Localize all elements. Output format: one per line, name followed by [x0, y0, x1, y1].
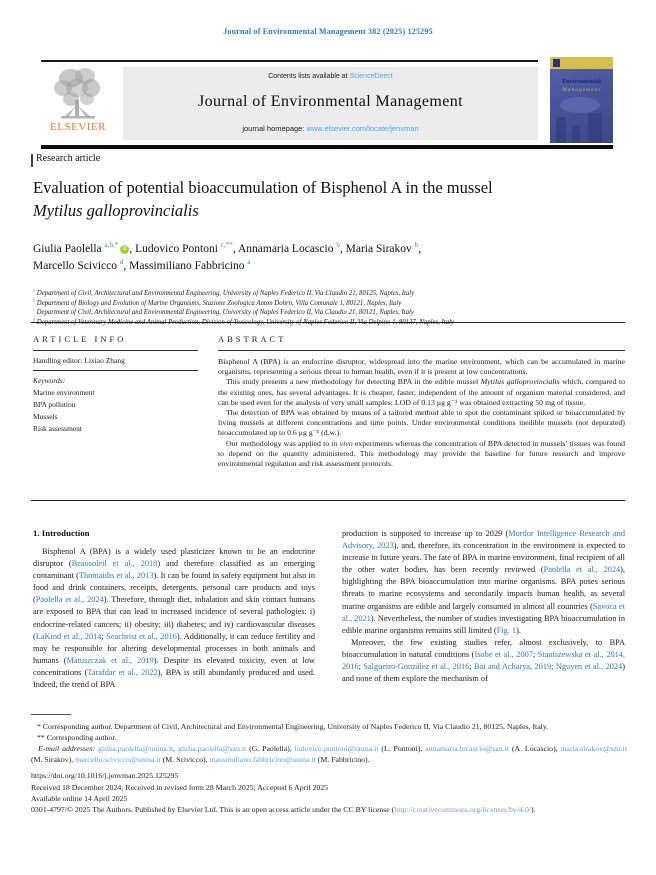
contents-line — [268, 73, 393, 80]
abstract-paragraph: Our methodology was applied to in vivo experiments whereas the concentration of BPA detected in mussels’ tissues was found to depend on the quantity administered. This methodology may provide the baseline for future research and improve environmental regulation and risk assessment protocols. — [218, 438, 625, 469]
footnote-rule — [31, 714, 71, 715]
elsevier-logo[interactable] — [38, 66, 118, 144]
keywords-label: Keywords: — [33, 376, 66, 385]
citation-link[interactable]: Paolella et al., 2024 — [543, 565, 621, 575]
intro-paragraph: production is supposed to increase up to 2029 (Mordor Intelligence Research and Advisory, 2023), and, therefore, its concentration in the environment is expected to increase in future years. The fate of BPA in marine environment, final recipient of all the other water bodies, has been recently reviewed (Paolella et al., 2024), highlighting the BPA bioaccumulation into marine organisms. BPA poses serious threats to marine ecosystems and secondarily impacts human health, as several marine organisms are edible and largely consumed in almost all countries (Savoca et al., 2021). Nevertheless, the number of studies investigating BPA bioaccumulation in edible marine organisms remains still limited (Fig. 1). — [342, 529, 625, 635]
citation-link[interactable]: Seachrist et al., 2016 — [106, 631, 177, 641]
cover-publisher-mark-icon — [553, 59, 560, 67]
journal-title: Journal of Environmental Management — [197, 93, 464, 110]
article-info-rule — [33, 370, 198, 371]
cover-title-line1: Environmental — [562, 79, 601, 85]
citation-link[interactable]: Isobe et al., 2007 — [474, 649, 533, 659]
abstract-paragraph: This study presents a new methodology for detecting BPA in the edible mussel Mytilus galloprovincialis which, compared to the existing ones, has several advantages. It is cheaper, faster, independent of the amount of organism material considered, and can be used even for the analysis of very small samples: LOD of 0.13 μg g⁻¹ was obtained extracting 50 mg of tissue. — [218, 377, 626, 407]
intro-right-column — [342, 528, 625, 685]
affiliation-a: $^a$ Department of Civil, Architectural and Environmental Engineering, University of Naples Federico II, Via Claudio 21, 80125, Naples, Italy — [33, 287, 415, 297]
homepage-line — [242, 124, 418, 133]
citation-link[interactable]: Matuszczak et al., 2019 — [66, 655, 154, 665]
article-info-column — [33, 334, 198, 433]
article-type-label: Research article — [36, 153, 101, 164]
article-title-line1: Evaluation of potential bioaccumulation of Bisphenol A in the mussel — [33, 178, 493, 197]
masthead-top-rule — [41, 60, 538, 62]
cover-title-line2: Management — [562, 87, 601, 93]
email-addresses: E-mail addresses: giulia.paolella@unina.it, giulia.paolella@szn.it (G. Paolella), ludovico.pontoni@unina.it (L. Pontoni), annamaria.locascio@szn.it (A. Locascio), maria.sirakov@szn.it (M. Sirakov), marcello.scivicco@unina.it (M. Scivicco), massimiliano.fabbricino@unina.it (M. Fabbricino). — [31, 744, 627, 764]
running-head-citation: Journal of Environmental Management 382 (2025) 125295 — [223, 27, 433, 36]
introduction-heading: 1. Introduction — [33, 528, 90, 538]
intro-paragraph: Bisphenol A (BPA) is a widely used plasticizer known to be an endocrine disruptor (Beausoleil et al., 2018) and therefore classified as an emerging contaminant (Thomaidis et al., 2013). It can be found in safety equipment but also in food and drink containers, receipts, detergents, personal care products and toys (Paolella et al., 2024). Therefore, through diet, inhalation and skin contact humans are exposed to BPA that can lead to increased incidence of several pathologies: i) endocrine-related cancers; ii) obesity; iii) diabetes; and iv) cardiovascular diseases (LaKind et al., 2014; Seachrist et al., 2016). Additionally, it can reduce fertility and may be responsible for altering developmental processes in both animals and humans (Matuszczak et al., 2019). Despite its elevated toxicity, even at low concentrations (Tarafdar et al., 2022), BPA is still abundantly produced and used. Indeed, the trend of BPA — [33, 547, 316, 690]
citation-link[interactable]: Tarafdar et al., 2022 — [87, 667, 158, 677]
abstract-paragraph: Bisphenol A (BPA) is an endocrine disruptor, widespread into the marine environment, which can be accumulated in marine organisms, representing a serious threat to human health, even if it is present at low concentrations. — [218, 357, 625, 377]
keyword: Marine environment — [33, 388, 95, 397]
email-link[interactable]: maria.sirakov@szn.it — [560, 744, 627, 753]
email-link[interactable]: giulia.paolella@unina.it — [98, 744, 174, 753]
email-link[interactable]: giulia.paolella@szn.it — [177, 744, 247, 753]
orcid-icon[interactable]: iD — [120, 245, 129, 254]
license-link[interactable]: http://creativecommons.org/licenses/by/4.0/ — [394, 805, 532, 814]
corresponding-author-note2: ** Corresponding author. — [37, 733, 117, 742]
citation-link[interactable]: Nguyen et al., 2024 — [555, 662, 623, 672]
footnotes-block — [31, 721, 627, 765]
cover-art-shape — [556, 117, 566, 143]
contents-prefix: Contents lists available at — [268, 73, 350, 80]
keyword: BPA pollution — [33, 400, 76, 409]
keyword: Risk assessment — [33, 424, 82, 433]
citation-link[interactable]: LaKind et al., 2014 — [35, 631, 102, 641]
citation-link[interactable]: Staniszewska et al., 2014, 2016 — [342, 649, 625, 672]
abstract-column — [218, 334, 625, 469]
article-title-line2-species: Mytilus galloprovincialis — [33, 201, 199, 220]
citation-link[interactable]: Bai and Acharya, 2019 — [474, 662, 552, 672]
citation-link[interactable]: Beausoleil et al., 2018 — [71, 559, 158, 569]
article-info-heading: ARTICLE INFO — [33, 334, 127, 344]
available-online: Available online 14 April 2025 — [31, 794, 128, 803]
elsevier-wordmark: ELSEVIER — [50, 121, 106, 133]
affiliation-b: $^b$ Department of Biology and Evolution of Marine Organisms, Stazione Zoologica Anton Dohrn, Villa Comunale 1, 80121, Naples, Italy — [33, 297, 402, 307]
figure-link[interactable]: Fig. 1 — [496, 625, 517, 635]
email-link[interactable]: marcello.scivicco@unina.it — [75, 755, 161, 764]
journal-cover-thumbnail[interactable] — [550, 57, 613, 143]
journal-homepage-link[interactable]: www.elsevier.com/locate/jenvman — [306, 124, 419, 133]
citation-link[interactable]: Salgueiro-Gonzàlez et al., 2016 — [363, 662, 470, 672]
keyword: Mussels — [33, 412, 58, 421]
citation-link[interactable]: Mordor Intelligence Research and Advisory, 2023 — [342, 529, 625, 551]
article-info-rule — [33, 350, 198, 351]
abstract-paragraph: The detection of BPA was obtained by means of a tailored method able to spot the contaminant spiked or bioaccumulated by living mussels at different concentrations and time points. Under environmental conditions inedible mussels (not depurated) bioaccumulated up to 0.6 μg g⁻¹ (d.w.). — [218, 408, 625, 438]
handling-editor: Handling editor: Lixiao Zhang — [33, 356, 125, 365]
email-link[interactable]: ludovico.pontoni@unina.it — [294, 744, 379, 753]
received-dates: Received 18 December 2024; Received in revised form 28 March 2025; Accepted 6 April 2025 — [31, 783, 329, 792]
copyright-line: 0301-4797/© 2025 The Authors. Published by Elsevier Ltd. This is an open access article under the CC BY license (http://creativecommons.org/licenses/by/4.0/). — [31, 805, 536, 814]
cover-art-shape — [572, 125, 580, 143]
sciencedirect-link[interactable]: ScienceDirect — [349, 73, 393, 80]
caret-mark — [31, 154, 33, 167]
abstract-rule — [218, 350, 625, 351]
cover-art-shape — [588, 113, 602, 143]
section-divider — [31, 500, 625, 501]
elsevier-tree-icon — [49, 66, 107, 122]
article-title — [33, 176, 608, 222]
section-divider — [31, 322, 625, 323]
author-list: Giulia Paolella $^{a,b,*}$ iD , Ludovico Pontoni $^{c,**}$, Annamaria Locascio $^b$, Maria Sirakov $^b$, Marcello Scivicco $^d$, Massimiliano Fabbricino $^a$ — [33, 241, 422, 272]
affiliation-c: $^c$ Department of Civil, Architectural and Environmental Engineering, University of Naples Federico II, Via Claudio 21, 80121, Naples, Italy — [33, 306, 414, 316]
affiliation-d: d — [33, 316, 36, 322]
homepage-prefix: journal homepage: — [242, 124, 307, 133]
doi-link[interactable]: https://doi.org/10.1016/j.jenvman.2025.125295 — [31, 771, 179, 780]
masthead-bottom-rule — [41, 145, 613, 149]
citation-link[interactable]: Thomaidis et al., 2013 — [78, 571, 154, 581]
email-link[interactable]: annamaria.locascio@szn.it — [425, 744, 510, 753]
cover-art-shape — [560, 97, 600, 113]
corresponding-author-note: * Corresponding author. Department of Civil, Architectural and Environmental Engineering, University of Naples Federico II, Via Claudio 21, 80125, Naples, Italy. — [37, 722, 549, 731]
abstract-body — [218, 357, 625, 469]
citation-link[interactable]: Paolella et al., 2024 — [35, 595, 104, 605]
journal-banner — [123, 67, 538, 140]
intro-paragraph: Moreover, the few existing studies refer, almost exclusively, to BPA bioaccumulation in natural conditions (Isobe et al., 2007; Staniszewska et al., 2014, 2016; Salgueiro-Gonzàlez et al., 2016; Bai and Acharya, 2019; Nguyen et al., 2024) and none of them explore the mechanism of — [342, 637, 625, 684]
citation-link[interactable]: Savoca et al., 2021 — [342, 601, 625, 623]
abstract-heading: ABSTRACT — [218, 334, 287, 344]
email-link[interactable]: massimiliano.fabbricino@unina.it — [209, 755, 316, 764]
intro-left-column — [33, 546, 315, 691]
